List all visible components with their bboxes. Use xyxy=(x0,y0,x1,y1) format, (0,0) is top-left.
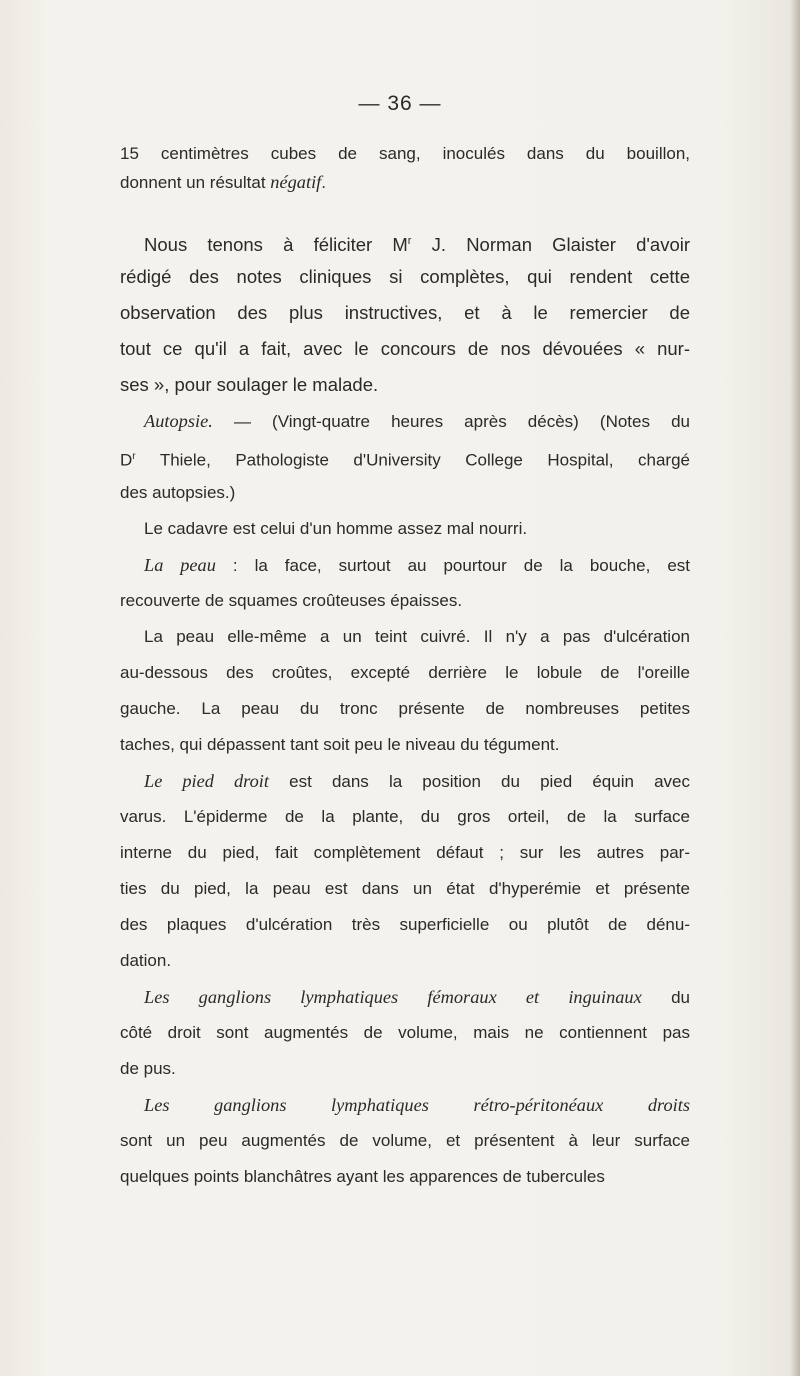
text-span: Nous tenons à féliciter M xyxy=(144,234,408,256)
text-line: interne du pied, fait complètement défaut ; sur les autres par- xyxy=(120,843,690,862)
text-span: du xyxy=(641,988,690,1007)
text-span: J. Norman Glaister d'avoir xyxy=(411,234,691,256)
text-line: 15 centimètres cubes de sang, inoculés dans du bouillon, xyxy=(120,144,690,163)
text-line: gauche. La peau du tronc présente de nombreuses petites xyxy=(120,699,690,718)
italic-term: Les ganglions lymphatiques rétro-péritonéaux droits xyxy=(144,1095,690,1115)
text-line: sont un peu augmentés de volume, et présentent à leur surface xyxy=(120,1131,690,1150)
italic-term: Les ganglions lymphatiques fémoraux et inguinaux xyxy=(144,987,642,1007)
text-line: La peau elle-même a un teint cuivré. Il n'y a pas d'ulcération xyxy=(144,627,690,646)
page-edge-shadow xyxy=(790,0,800,1376)
text-line: tout ce qu'il a fait, avec le concours de nos dévouées « nur- xyxy=(120,338,690,359)
text-line: ties du pied, la peau est dans un état d'hyperémie et présente xyxy=(120,879,690,898)
superscript: r xyxy=(132,451,136,462)
text-line: quelques points blanchâtres ayant les apparences de tubercules xyxy=(120,1167,605,1186)
text-span: . xyxy=(321,173,327,192)
text-line xyxy=(144,769,690,794)
text-line xyxy=(144,409,690,434)
text-line: ses », pour soulager le malade. xyxy=(120,374,379,395)
text-span: Thiele, Pathologiste d'University College Hospital, chargé xyxy=(135,450,690,470)
text-line: recouverte de squames croûteuses épaisses. xyxy=(120,591,463,610)
text-line: rédigé des notes cliniques si complètes, qui rendent cette xyxy=(120,266,690,287)
text-line: dation. xyxy=(120,951,172,970)
text-line: Le cadavre est celui d'un homme assez mal nourri. xyxy=(144,519,528,538)
text-line xyxy=(144,985,690,1010)
text-line xyxy=(144,553,690,578)
text-line: au-dessous des croûtes, excepté derrière le lobule de l'oreille xyxy=(120,663,690,682)
text-span: — (Vingt-quatre heures après décès) (Notes du xyxy=(212,412,690,431)
italic-term: La peau xyxy=(144,555,216,575)
text-span: : la face, surtout au pourtour de la bouche, est xyxy=(215,556,690,575)
text-line: observation des plus instructives, et à le remercier de xyxy=(120,302,690,323)
italic-term: Le pied droit xyxy=(144,771,269,791)
text-line: des plaques d'ulcération très superficielle ou plutôt de dénu- xyxy=(120,915,690,934)
superscript: r xyxy=(407,235,412,247)
page-number-header: — 36 — xyxy=(358,92,442,115)
text-line xyxy=(144,1093,690,1118)
text-line: des autopsies.) xyxy=(120,483,236,502)
italic-term: Autopsie. xyxy=(144,411,213,431)
text-line: de pus. xyxy=(120,1059,176,1078)
text-span: est dans la position du pied équin avec xyxy=(269,772,690,791)
text-line xyxy=(120,445,690,473)
text-line: côté droit sont augmentés de volume, mais ne contiennent pas xyxy=(120,1023,690,1042)
text-span: D xyxy=(120,450,133,470)
italic-term: négatif xyxy=(270,172,322,192)
text-line xyxy=(144,229,690,257)
text-span: donnent un résultat xyxy=(120,173,271,192)
text-line: varus. L'épiderme de la plante, du gros orteil, de la surface xyxy=(120,807,690,826)
text-line: taches, qui dépassent tant soit peu le niveau du tégument. xyxy=(120,735,560,754)
text-line xyxy=(120,170,690,195)
